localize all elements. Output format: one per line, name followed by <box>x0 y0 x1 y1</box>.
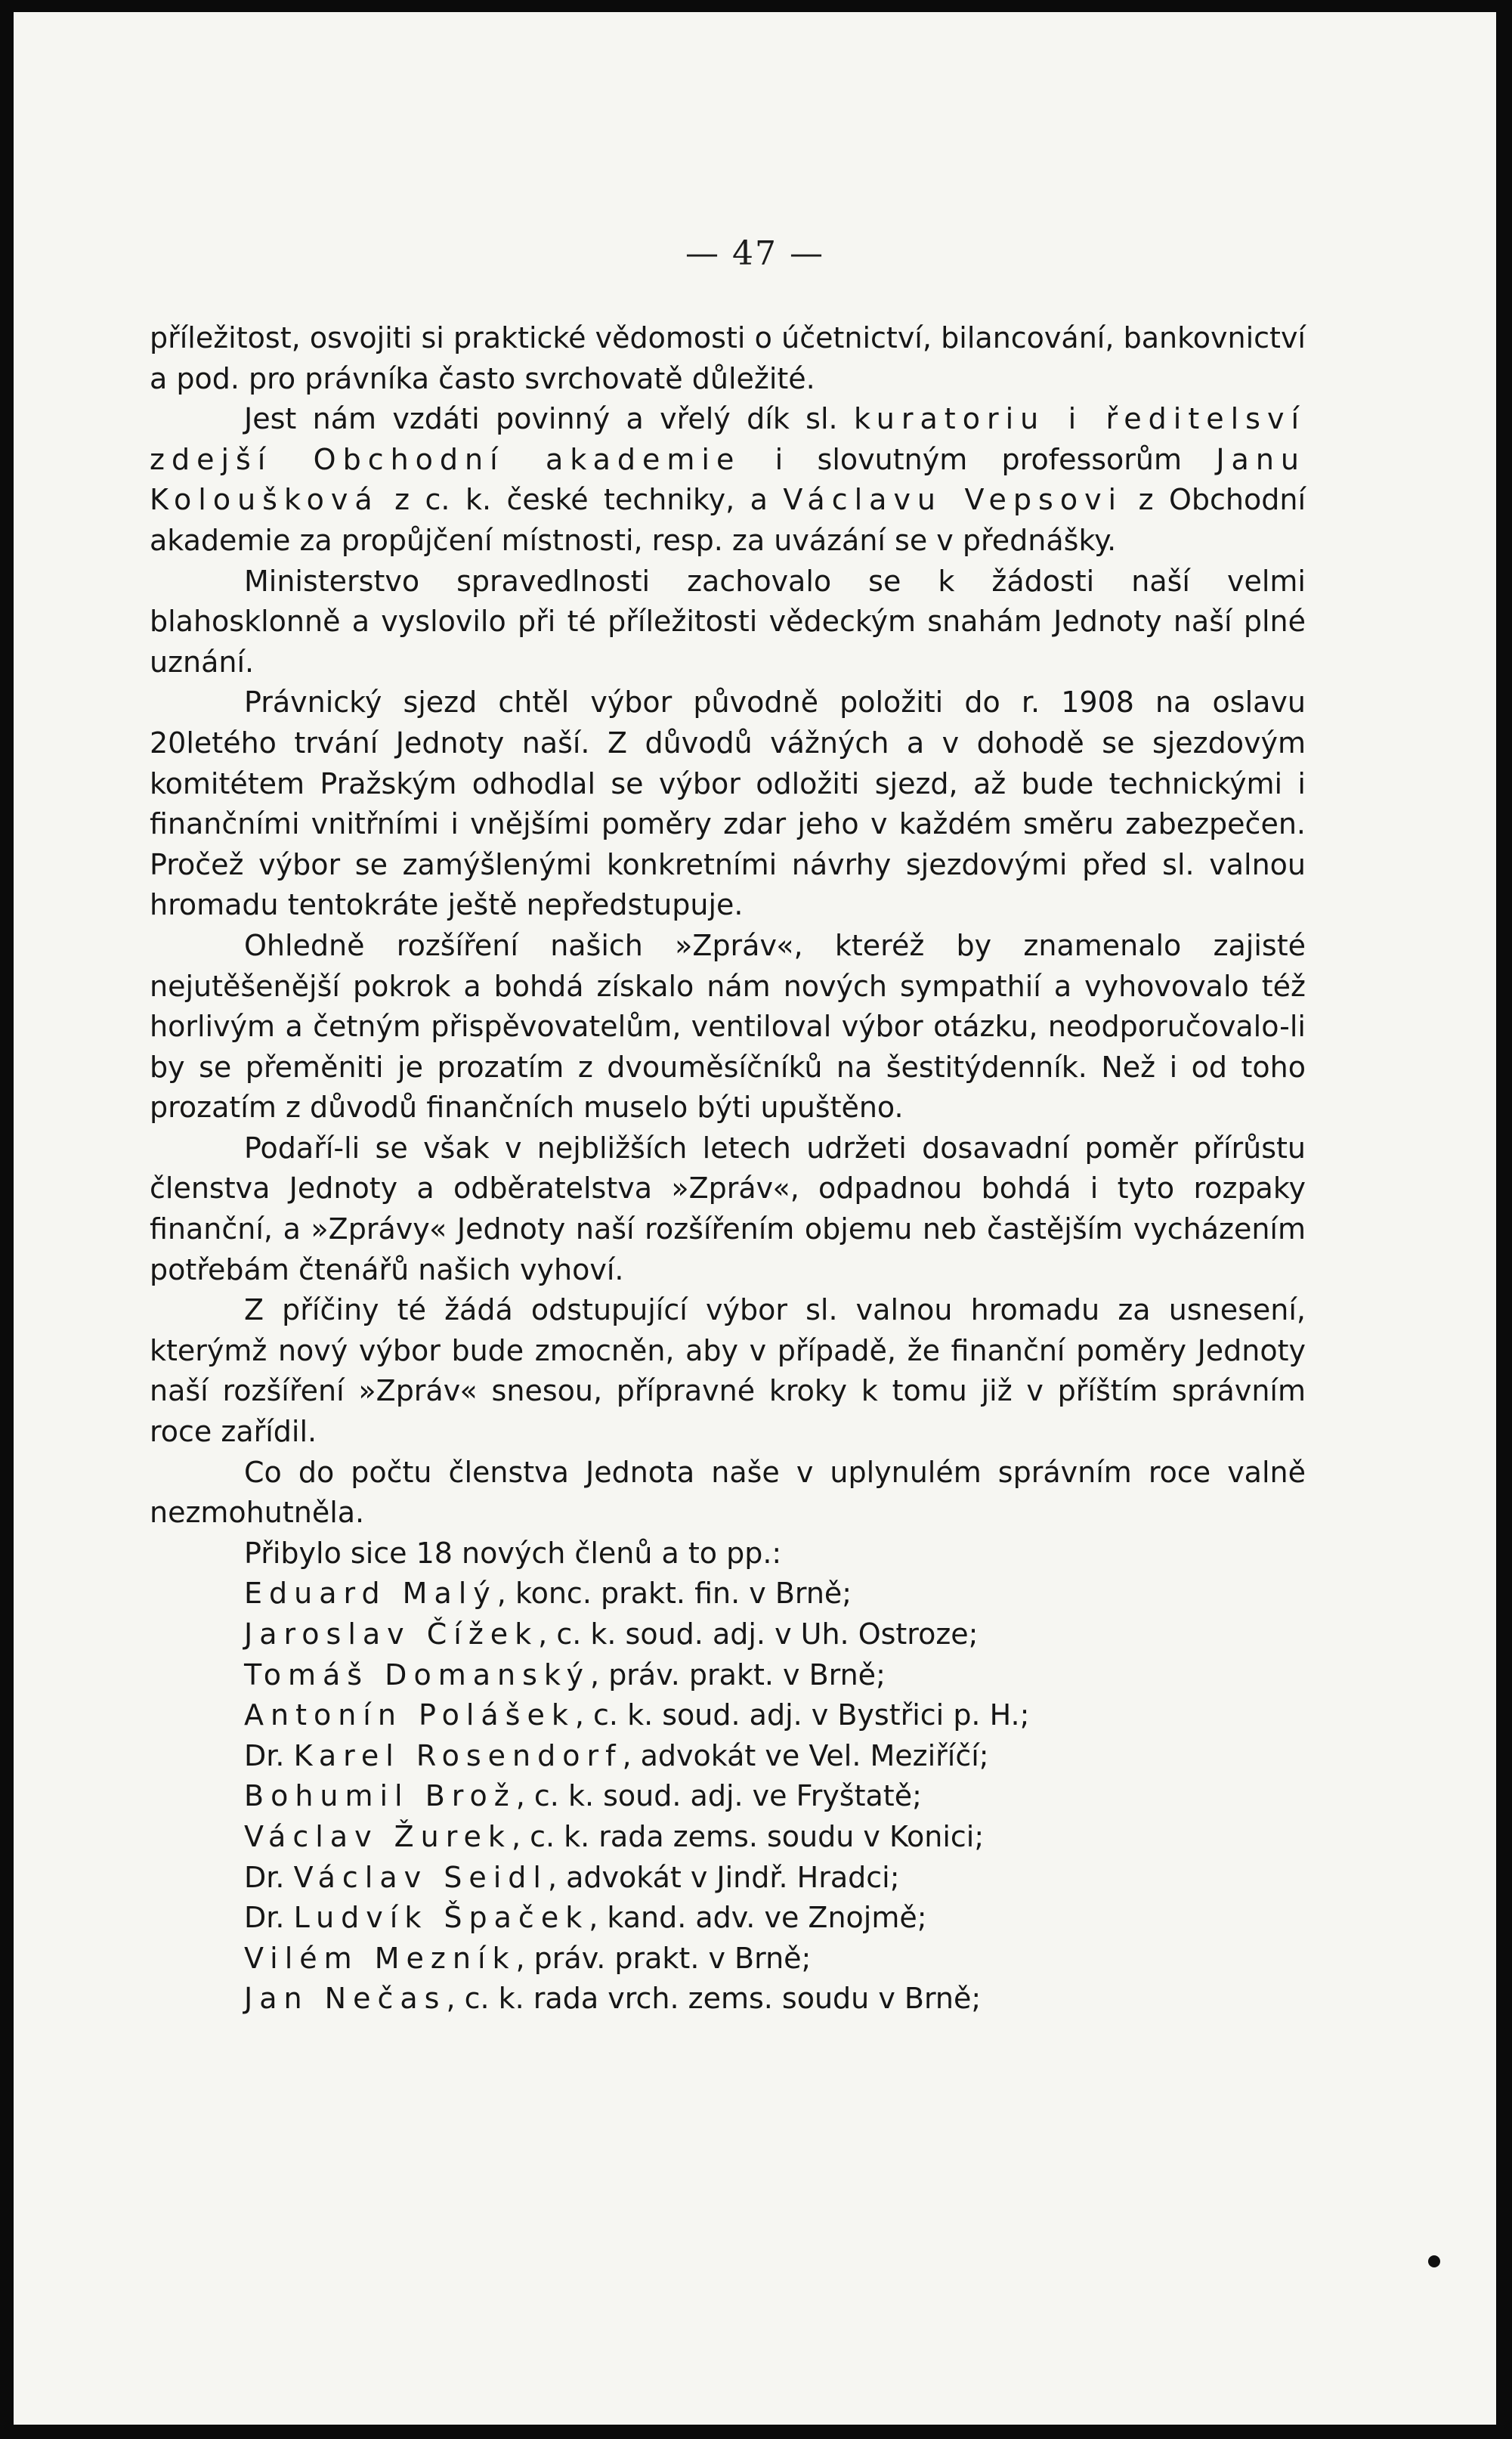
scanned-page <box>14 12 1496 2425</box>
member-name: Karel Rosendorf <box>293 1738 623 1772</box>
page-number: — 47 — <box>685 234 824 273</box>
member-name: Ludvík Špaček <box>293 1901 589 1935</box>
paragraph-resolution: Z příčiny té žádá odstupující výbor sl. valnou hromadu za usnesení, kterýmž nový výbor bude zmocněn, aby v případě, že finanční poměry Jednoty naší rozšíření »Zpráv« snesou, přípravné kroky k tomu již v příštím správním roce zařídil. <box>150 1293 1306 1449</box>
list-item: Bohumil Brož, c. k. soud. adj. ve Fryštatě; <box>244 1779 922 1813</box>
list-item: Jan Nečas, c. k. rada vrch. zems. soudu v Brně; <box>244 1982 982 2016</box>
thanks-text: i slovutným professorům <box>741 442 1217 476</box>
new-members-list <box>150 1574 1306 2020</box>
paragraph-ministry: Ministerstvo spravedlnosti zachovalo se k žádosti naší velmi blahosklonně a vyslovilo při té příležitosti vědeckým snahám Jednoty naší plné uznání. <box>150 564 1306 679</box>
paragraph-congress: Právnický sjezd chtěl výbor původně položiti do r. 1908 na oslavu 20letého trvání Jednoty naší. Z důvodů vážných a v dohodě se sjezdovým komitétem Pražským odhodlal se výbor odložiti sjezd, až bude technickými i finančními vnitřními i vnějšími poměry zdar jeho v každém směru zabezpečen. Pročež výbor se zamýšlenými konkretními návrhy sjezdovými před sl. valnou hromadu tentokráte ještě nepředstupuje. <box>150 686 1306 922</box>
member-name: Vilém Mezník <box>244 1941 516 1975</box>
member-name: Václav Seidl <box>293 1860 548 1894</box>
paragraph-continuation: příležitost, osvojiti si praktické vědomosti o účetnictví, bilancování, bankovnictví a pod. pro právníka často svrchovatě důležité. <box>150 321 1306 395</box>
thanks-text: z c. k. české techniky, a <box>379 483 784 517</box>
list-item: Tomáš Domanský, práv. prakt. v Brně; <box>244 1657 886 1692</box>
paragraph-new-members-intro: Přibylo sice 18 nových členů a to pp.: <box>244 1536 782 1570</box>
member-name: Eduard Malý <box>244 1577 497 1611</box>
member-name: Václav Žurek <box>244 1819 512 1853</box>
spaced-name-vepsa: Václavu Vepsovi <box>783 483 1124 517</box>
thanks-text: z Obchodní akademie za propůjčení místnosti, resp. za uvázání se v přednášky. <box>150 483 1306 557</box>
list-item: Vilém Mezník, práv. prakt. v Brně; <box>244 1941 812 1975</box>
list-item: Jaroslav Čížek, c. k. soud. adj. v Uh. Ostroze; <box>244 1617 979 1651</box>
spaced-name-koloušek: Janu Koloušková <box>150 442 1306 517</box>
member-name: Tomáš Domanský <box>244 1657 591 1692</box>
thanks-text: Jest nám vzdáti povinný a vřelý dík sl. <box>244 402 854 436</box>
member-name: Jan Nečas <box>244 1982 447 2016</box>
member-name: Bohumil Brož <box>244 1779 516 1813</box>
body-text <box>150 318 1306 2020</box>
scan-speck <box>1428 2255 1440 2267</box>
paragraph-membership-count: Co do počtu členstva Jednota naše v uplynulém správním roce valně nezmohutněla. <box>150 1455 1306 1530</box>
list-item: Dr. Ludvík Špaček, kand. adv. ve Znojmě; <box>244 1901 927 1935</box>
spaced-institution: kuratoriu i ředitelsví zdejší Obchodní akademie <box>150 402 1306 476</box>
paragraph-thanks <box>150 399 1306 561</box>
member-name: Antonín Polášek <box>244 1698 575 1732</box>
list-item: Dr. Václav Seidl, advokát v Jindř. Hradci; <box>244 1860 900 1894</box>
member-name: Jaroslav Čížek <box>244 1617 539 1651</box>
list-item: Antonín Polášek, c. k. soud. adj. v Bystřici p. H.; <box>244 1698 1030 1732</box>
list-item: Eduard Malý, konc. prakt. fin. v Brně; <box>244 1577 852 1611</box>
paragraph-membership-growth: Podaří-li se však v nejbližších letech udržeti dosavadní poměr přírůstu členstva Jednoty a odběratelstva »Zpráv«, odpadnou bohdá i tyto rozpaky finanční, a »Zprávy« Jednoty naší rozšířením objemu neb častějším vycházením potřebám čtenářů našich vyhoví. <box>150 1131 1306 1286</box>
list-item: Dr. Karel Rosendorf, advokát ve Vel. Meziříčí; <box>244 1738 989 1772</box>
list-item: Václav Žurek, c. k. rada zems. soudu v Konici; <box>244 1819 985 1853</box>
paragraph-reports-expansion: Ohledně rozšíření našich »Zpráv«, kteréž by znamenalo zajisté nejutěšenější pokrok a bohdá získalo nám nových sympathií a vyhovovalo též horlivým a četným přispěvovatelům, ventiloval výbor otázku, neodporučovalo-li by se přeměniti je prozatím z dvouměsíčníků na šestitýdenník. Než i od toho prozatím z důvodů finančních muselo býti upuštěno. <box>150 928 1306 1125</box>
